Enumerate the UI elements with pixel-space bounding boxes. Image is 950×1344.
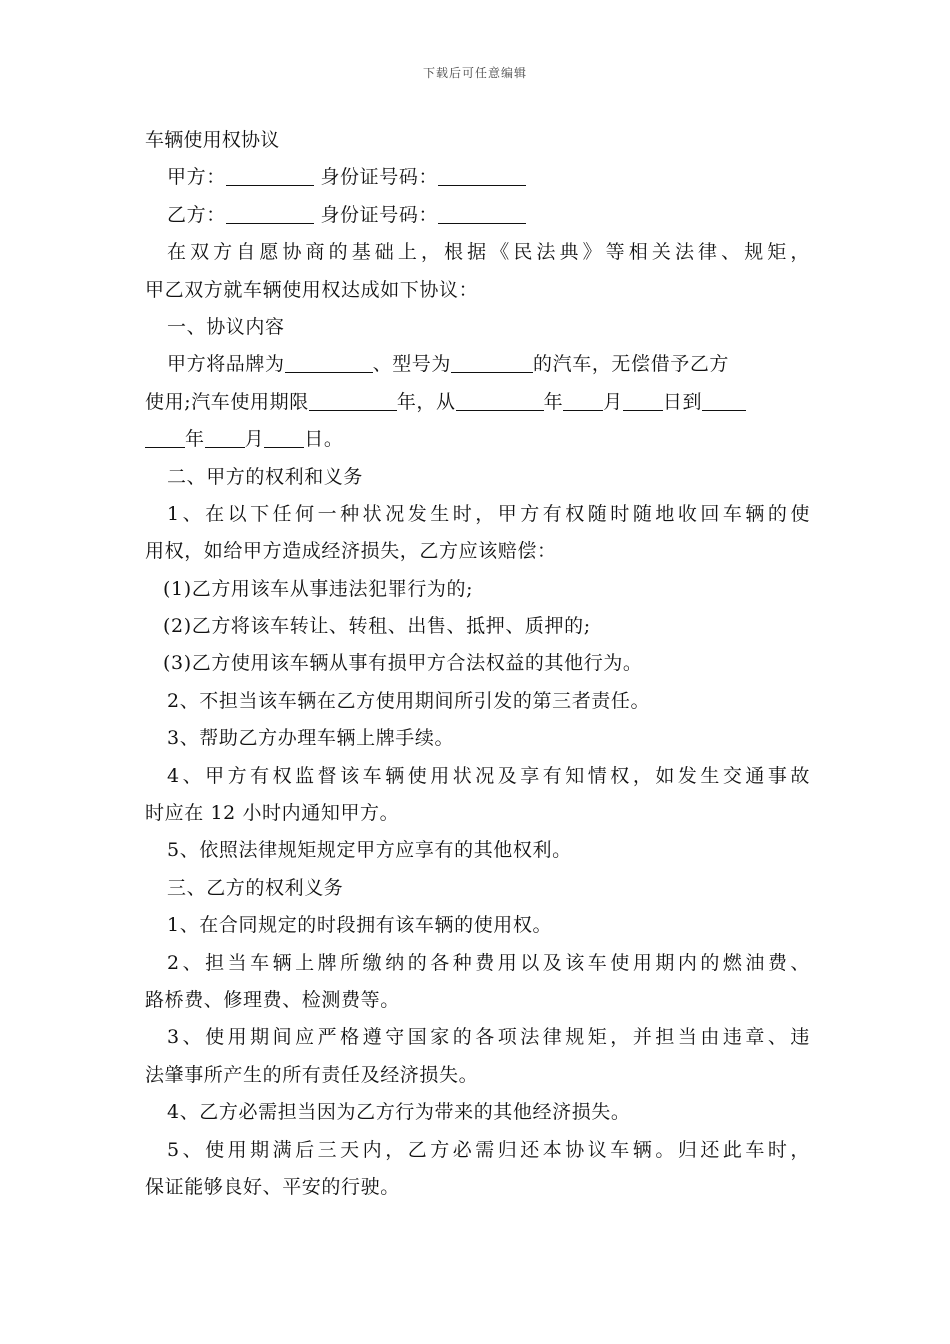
text-run: 的汽车，无偿借予乙方 bbox=[533, 353, 730, 376]
document-body bbox=[145, 122, 810, 1206]
intro-line-1: 在双方自愿协商的基础上，根据《民法典》等相关法律、规矩， bbox=[167, 241, 810, 264]
party-b-label: 乙方： bbox=[167, 203, 226, 226]
start-year-blank bbox=[456, 392, 544, 411]
section-3-item-5-line-1: 5、使用期满后三天内，乙方必需归还本协议车辆。归还此车时， bbox=[167, 1138, 810, 1161]
end-year-blank-part-1 bbox=[702, 392, 746, 411]
party-a-name-blank bbox=[226, 167, 314, 186]
end-month-blank bbox=[205, 429, 245, 448]
party-b-line bbox=[145, 197, 810, 234]
document-title: 车辆使用权协议 bbox=[145, 129, 280, 151]
text-run: 月 bbox=[603, 390, 623, 413]
section-3-item-5-line-2: 保证能够良好、平安的行驶。 bbox=[145, 1175, 400, 1198]
section-1-heading: 一、协议内容 bbox=[167, 315, 285, 338]
section-3-item-1: 1、在合同规定的时段拥有该车辆的使用权。 bbox=[167, 914, 553, 937]
start-day-blank bbox=[623, 392, 663, 411]
text-run: 年 bbox=[543, 390, 564, 413]
section-3-heading: 三、乙方的权利义务 bbox=[167, 876, 344, 899]
party-b-name-blank bbox=[226, 205, 314, 224]
text-run: 甲方将品牌为 bbox=[167, 353, 285, 376]
text-run: 年，从 bbox=[396, 390, 456, 413]
page-header: 下载后可任意编辑 bbox=[422, 66, 527, 80]
section-2-sub-item-3: (3)乙方使用该车辆从事有损甲方合法权益的其他行为。 bbox=[163, 652, 643, 675]
text-run: 日到 bbox=[662, 390, 703, 413]
section-2-item-4-line-2: 时应在 12 小时内通知甲方。 bbox=[145, 802, 400, 825]
model-blank bbox=[451, 354, 533, 373]
section-2-item-1-line-1: 1、在以下任何一种状况发生时，甲方有权随时随地收回车辆的使 bbox=[167, 502, 810, 525]
term-years-blank bbox=[309, 392, 397, 411]
party-b-id-blank bbox=[438, 205, 526, 224]
start-month-blank bbox=[563, 392, 603, 411]
text-run: 月 bbox=[244, 428, 265, 451]
section-2-sub-item-2: (2)乙方将该车转让、转租、出售、抵押、质押的; bbox=[163, 615, 591, 638]
section-3-item-2-line-2: 路桥费、修理费、检测费等。 bbox=[145, 988, 400, 1011]
section-2-item-5: 5、依照法律规矩规定甲方应享有的其他权利。 bbox=[167, 839, 572, 862]
brand-blank bbox=[285, 354, 373, 373]
text-run: 、型号为 bbox=[372, 353, 452, 376]
section-2-heading: 二、甲方的权利和义务 bbox=[167, 465, 364, 488]
party-a-id-label: 身份证号码： bbox=[320, 166, 439, 189]
text-run: 年 bbox=[185, 428, 205, 451]
end-day-blank bbox=[264, 429, 304, 448]
section-2-item-4-line-1: 4、甲方有权监督该车辆使用状况及享有知情权，如发生交通事故 bbox=[167, 764, 810, 787]
section-1-line-2 bbox=[145, 384, 810, 421]
party-b-id-label: 身份证号码： bbox=[320, 203, 439, 226]
text-run: 日。 bbox=[304, 428, 344, 451]
section-1-line-3 bbox=[145, 421, 810, 458]
intro-line-2: 甲乙双方就车辆使用权达成如下协议： bbox=[145, 278, 479, 301]
party-a-line bbox=[145, 159, 810, 196]
text-run: 使用;汽车使用期限 bbox=[145, 390, 309, 413]
end-year-blank-part-2 bbox=[145, 429, 185, 448]
section-2-item-3: 3、帮助乙方办理车辆上牌手续。 bbox=[167, 727, 455, 750]
section-2-item-2: 2、不担当该车辆在乙方使用期间所引发的第三者责任。 bbox=[167, 689, 651, 712]
section-2-item-1-line-2: 用权，如给甲方造成经济损失，乙方应该赔偿： bbox=[145, 540, 557, 563]
section-3-item-3-line-1: 3、使用期间应严格遵守国家的各项法律规矩，并担当由违章、违 bbox=[167, 1026, 810, 1049]
party-a-label: 甲方： bbox=[167, 166, 226, 189]
section-3-item-2-line-1: 2、担当车辆上牌所缴纳的各种费用以及该车使用期内的燃油费、 bbox=[167, 951, 810, 974]
section-1-line-1 bbox=[145, 346, 810, 383]
party-a-id-blank bbox=[438, 167, 526, 186]
section-2-sub-item-1: (1)乙方用该车从事违法犯罪行为的; bbox=[163, 577, 474, 600]
section-3-item-4: 4、乙方必需担当因为乙方行为带来的其他经济损失。 bbox=[167, 1101, 631, 1124]
section-3-item-3-line-2: 法肇事所产生的所有责任及经济损失。 bbox=[145, 1063, 479, 1086]
